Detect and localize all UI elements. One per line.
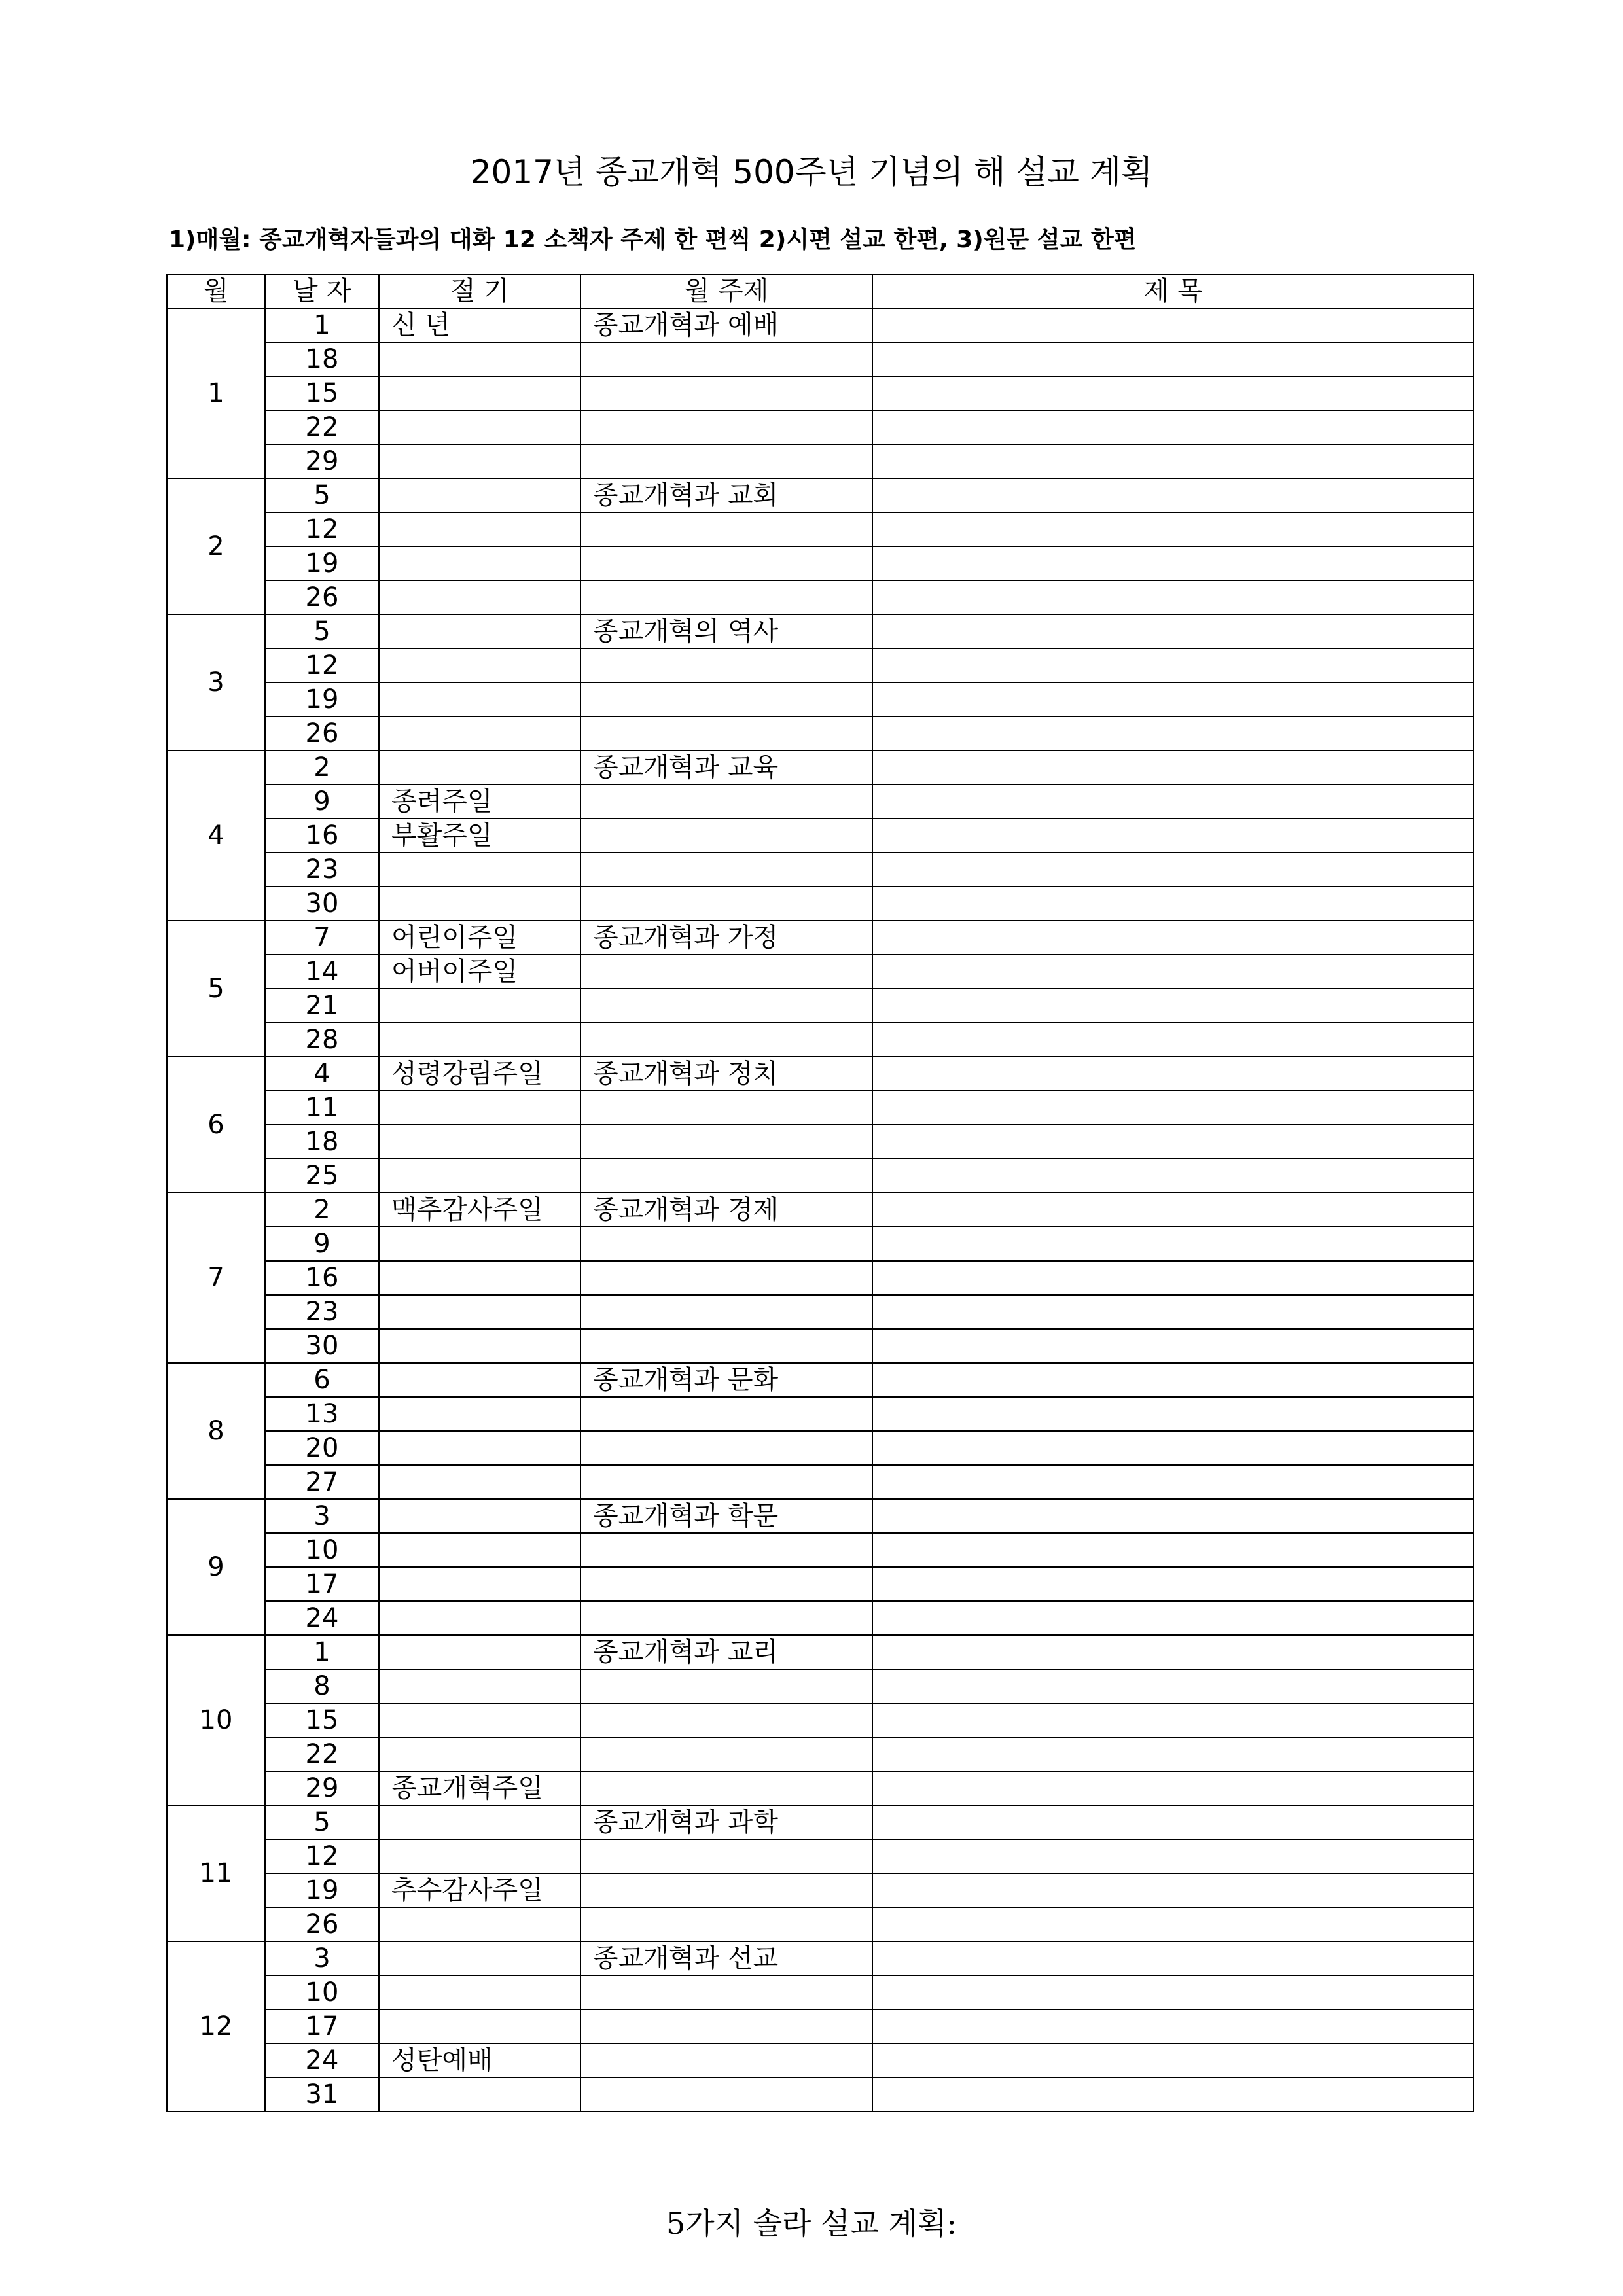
theme-cell (580, 989, 872, 1023)
season-cell (379, 1465, 580, 1499)
sermon-title-cell (872, 648, 1474, 682)
sermon-title-cell (872, 376, 1474, 410)
sermon-title-cell (872, 1839, 1474, 1873)
month-cell: 8 (167, 1363, 265, 1499)
sermon-title-cell (872, 1975, 1474, 2009)
season-cell (379, 2009, 580, 2043)
month-cell: 5 (167, 921, 265, 1057)
sermon-title-cell (872, 1805, 1474, 1839)
season-cell (379, 342, 580, 376)
date-cell: 10 (265, 1533, 379, 1567)
table-row (167, 1193, 1474, 1227)
theme-cell: 종교개혁과 문화 (580, 1363, 872, 1397)
date-cell: 17 (265, 2009, 379, 2043)
month-cell: 7 (167, 1193, 265, 1363)
theme-cell (580, 1533, 872, 1567)
season-cell: 신 년 (379, 308, 580, 342)
date-cell: 24 (265, 1601, 379, 1635)
header-month: 월 (167, 274, 265, 308)
date-cell: 19 (265, 546, 379, 580)
theme-cell (580, 342, 872, 376)
sermon-title-cell (872, 1533, 1474, 1567)
theme-cell: 종교개혁의 역사 (580, 614, 872, 648)
sermon-title-cell (872, 308, 1474, 342)
season-cell (379, 410, 580, 444)
sermon-title-cell (872, 1159, 1474, 1193)
date-cell: 5 (265, 478, 379, 512)
date-cell: 10 (265, 1975, 379, 2009)
table-header-row (167, 274, 1474, 308)
sermon-title-cell (872, 512, 1474, 546)
theme-cell: 종교개혁과 선교 (580, 1941, 872, 1975)
date-cell: 19 (265, 682, 379, 716)
theme-cell (580, 819, 872, 853)
date-cell: 30 (265, 1329, 379, 1363)
date-cell: 6 (265, 1363, 379, 1397)
date-cell: 15 (265, 376, 379, 410)
table-row (167, 853, 1474, 887)
table-row (167, 1601, 1474, 1635)
sermon-title-cell (872, 1227, 1474, 1261)
sermon-title-cell (872, 444, 1474, 478)
sermon-title-cell (872, 819, 1474, 853)
season-cell: 추수감사주일 (379, 1873, 580, 1907)
table-row (167, 1057, 1474, 1091)
date-cell: 23 (265, 853, 379, 887)
plan-description: 1)매월: 종교개혁자들과의 대화 12 소책자 주제 한 편씩 2)시편 설교 한편, 3)원문 설교 한편 (169, 226, 1137, 253)
date-cell: 16 (265, 819, 379, 853)
table-row (167, 1975, 1474, 2009)
season-cell (379, 1703, 580, 1737)
date-cell: 23 (265, 1295, 379, 1329)
theme-cell (580, 2009, 872, 2043)
sermon-title-cell (872, 1261, 1474, 1295)
theme-cell: 종교개혁과 정치 (580, 1057, 872, 1091)
solas-plan-heading: 5가지 솔라 설교 계획: (666, 2206, 957, 2241)
theme-cell: 종교개혁과 예배 (580, 308, 872, 342)
season-cell (379, 1023, 580, 1057)
theme-cell (580, 1227, 872, 1261)
table-row (167, 1227, 1474, 1261)
season-cell (379, 478, 580, 512)
season-cell (379, 716, 580, 751)
season-cell (379, 1295, 580, 1329)
table-row (167, 410, 1474, 444)
sermon-title-cell (872, 1499, 1474, 1533)
season-cell (379, 1601, 580, 1635)
theme-cell: 종교개혁과 가정 (580, 921, 872, 955)
theme-cell: 종교개혁과 경제 (580, 1193, 872, 1227)
theme-cell: 종교개혁과 교회 (580, 478, 872, 512)
theme-cell (580, 1465, 872, 1499)
table-row (167, 1125, 1474, 1159)
date-cell: 26 (265, 1907, 379, 1941)
theme-cell (580, 682, 872, 716)
date-cell: 24 (265, 2043, 379, 2077)
sermon-title-cell (872, 1431, 1474, 1465)
date-cell: 3 (265, 1941, 379, 1975)
theme-cell (580, 1091, 872, 1125)
header-season: 절 기 (379, 274, 580, 308)
table-row (167, 955, 1474, 989)
theme-cell (580, 546, 872, 580)
sermon-title-cell (872, 1091, 1474, 1125)
season-cell: 맥추감사주일 (379, 1193, 580, 1227)
table-row (167, 1567, 1474, 1601)
sermon-title-cell (872, 1125, 1474, 1159)
page-title: 2017년 종교개혁 500주년 기념의 해 설교 계획 (470, 153, 1153, 191)
theme-cell (580, 1397, 872, 1431)
date-cell: 2 (265, 1193, 379, 1227)
season-cell: 성탄예배 (379, 2043, 580, 2077)
month-cell: 6 (167, 1057, 265, 1193)
season-cell (379, 1091, 580, 1125)
month-cell: 11 (167, 1805, 265, 1941)
table-row (167, 1499, 1474, 1533)
theme-cell (580, 887, 872, 921)
season-cell: 성령강림주일 (379, 1057, 580, 1091)
sermon-title-cell (872, 1907, 1474, 1941)
date-cell: 26 (265, 716, 379, 751)
sermon-title-cell (872, 1635, 1474, 1669)
theme-cell (580, 648, 872, 682)
season-cell (379, 682, 580, 716)
sermon-title-cell (872, 1329, 1474, 1363)
season-cell (379, 444, 580, 478)
table-row (167, 1023, 1474, 1057)
season-cell (379, 1533, 580, 1567)
season-cell (379, 1363, 580, 1397)
theme-cell (580, 1873, 872, 1907)
date-cell: 22 (265, 410, 379, 444)
date-cell: 19 (265, 1873, 379, 1907)
date-cell: 1 (265, 308, 379, 342)
table-row (167, 478, 1474, 512)
table-row (167, 512, 1474, 546)
date-cell: 18 (265, 342, 379, 376)
theme-cell (580, 580, 872, 614)
sermon-title-cell (872, 989, 1474, 1023)
sermon-title-cell (872, 478, 1474, 512)
sermon-title-cell (872, 1703, 1474, 1737)
theme-cell: 종교개혁과 교육 (580, 751, 872, 785)
season-cell (379, 376, 580, 410)
theme-cell (580, 1703, 872, 1737)
date-cell: 5 (265, 614, 379, 648)
season-cell (379, 853, 580, 887)
date-cell: 16 (265, 1261, 379, 1295)
theme-cell (580, 1567, 872, 1601)
season-cell (379, 1907, 580, 1941)
season-cell (379, 512, 580, 546)
table-row (167, 1363, 1474, 1397)
table-row (167, 1397, 1474, 1431)
sermon-title-cell (872, 1023, 1474, 1057)
sermon-title-cell (872, 342, 1474, 376)
month-cell: 10 (167, 1635, 265, 1805)
table-row (167, 751, 1474, 785)
table-row (167, 376, 1474, 410)
table-row (167, 580, 1474, 614)
season-cell: 어린이주일 (379, 921, 580, 955)
season-cell (379, 580, 580, 614)
table-row (167, 1873, 1474, 1907)
sermon-title-cell (872, 955, 1474, 989)
sermon-title-cell (872, 682, 1474, 716)
theme-cell (580, 512, 872, 546)
sermon-title-cell (872, 1295, 1474, 1329)
date-cell: 8 (265, 1669, 379, 1703)
date-cell: 28 (265, 1023, 379, 1057)
month-cell: 2 (167, 478, 265, 614)
theme-cell (580, 955, 872, 989)
table-row (167, 921, 1474, 955)
date-cell: 31 (265, 2077, 379, 2111)
header-date: 날 자 (265, 274, 379, 308)
table-row (167, 1091, 1474, 1125)
sermon-title-cell (872, 1567, 1474, 1601)
theme-cell (580, 853, 872, 887)
sermon-plan-table (166, 274, 1474, 2112)
table-row (167, 1261, 1474, 1295)
season-cell (379, 1941, 580, 1975)
sermon-title-cell (872, 410, 1474, 444)
theme-cell (580, 376, 872, 410)
season-cell (379, 1975, 580, 2009)
season-cell (379, 1329, 580, 1363)
season-cell (379, 1737, 580, 1771)
season-cell: 종려주일 (379, 785, 580, 819)
table-row (167, 2043, 1474, 2077)
table-row (167, 682, 1474, 716)
table-row (167, 1805, 1474, 1839)
season-cell (379, 2077, 580, 2111)
sermon-title-cell (872, 887, 1474, 921)
table-row (167, 716, 1474, 751)
season-cell (379, 1567, 580, 1601)
theme-cell (580, 2043, 872, 2077)
table-row (167, 444, 1474, 478)
sermon-title-cell (872, 580, 1474, 614)
month-cell: 1 (167, 308, 265, 478)
table-row (167, 1703, 1474, 1737)
theme-cell (580, 1159, 872, 1193)
date-cell: 20 (265, 1431, 379, 1465)
table-body (167, 308, 1474, 2111)
date-cell: 4 (265, 1057, 379, 1091)
date-cell: 29 (265, 444, 379, 478)
theme-cell (580, 410, 872, 444)
sermon-title-cell (872, 921, 1474, 955)
date-cell: 26 (265, 580, 379, 614)
theme-cell (580, 1023, 872, 1057)
sermon-title-cell (872, 1669, 1474, 1703)
season-cell (379, 751, 580, 785)
table-row (167, 1941, 1474, 1975)
theme-cell (580, 716, 872, 751)
date-cell: 30 (265, 887, 379, 921)
season-cell (379, 1159, 580, 1193)
theme-cell: 종교개혁과 과학 (580, 1805, 872, 1839)
table-row (167, 614, 1474, 648)
date-cell: 27 (265, 1465, 379, 1499)
sermon-title-cell (872, 1771, 1474, 1805)
sermon-title-cell (872, 751, 1474, 785)
date-cell: 15 (265, 1703, 379, 1737)
table-row (167, 648, 1474, 682)
header-title: 제 목 (872, 274, 1474, 308)
theme-cell (580, 1907, 872, 1941)
season-cell: 종교개혁주일 (379, 1771, 580, 1805)
table-row (167, 546, 1474, 580)
month-cell: 12 (167, 1941, 265, 2111)
table-row (167, 887, 1474, 921)
season-cell (379, 614, 580, 648)
sermon-title-cell (872, 614, 1474, 648)
date-cell: 12 (265, 1839, 379, 1873)
theme-cell (580, 444, 872, 478)
theme-cell (580, 1601, 872, 1635)
date-cell: 5 (265, 1805, 379, 1839)
sermon-title-cell (872, 2009, 1474, 2043)
season-cell (379, 989, 580, 1023)
date-cell: 9 (265, 785, 379, 819)
theme-cell (580, 785, 872, 819)
table-row (167, 1907, 1474, 1941)
table-row (167, 1669, 1474, 1703)
sermon-title-cell (872, 2043, 1474, 2077)
sermon-title-cell (872, 1057, 1474, 1091)
table-row (167, 1329, 1474, 1363)
date-cell: 1 (265, 1635, 379, 1669)
season-cell (379, 1499, 580, 1533)
sermon-title-cell (872, 716, 1474, 751)
table-row (167, 1159, 1474, 1193)
season-cell (379, 648, 580, 682)
sermon-title-cell (872, 546, 1474, 580)
date-cell: 11 (265, 1091, 379, 1125)
sermon-title-cell (872, 1193, 1474, 1227)
sermon-title-cell (872, 785, 1474, 819)
table-row (167, 1737, 1474, 1771)
sermon-title-cell (872, 1397, 1474, 1431)
season-cell (379, 1635, 580, 1669)
season-cell (379, 1431, 580, 1465)
table-row (167, 2009, 1474, 2043)
theme-cell (580, 1975, 872, 2009)
theme-cell (580, 1329, 872, 1363)
theme-cell (580, 1771, 872, 1805)
season-cell (379, 1839, 580, 1873)
season-cell (379, 1227, 580, 1261)
date-cell: 14 (265, 955, 379, 989)
theme-cell (580, 1669, 872, 1703)
date-cell: 22 (265, 1737, 379, 1771)
month-cell: 4 (167, 751, 265, 921)
month-cell: 9 (167, 1499, 265, 1635)
date-cell: 18 (265, 1125, 379, 1159)
season-cell (379, 1261, 580, 1295)
date-cell: 3 (265, 1499, 379, 1533)
table-row (167, 342, 1474, 376)
date-cell: 29 (265, 1771, 379, 1805)
date-cell: 12 (265, 648, 379, 682)
theme-cell: 종교개혁과 학문 (580, 1499, 872, 1533)
theme-cell (580, 2077, 872, 2111)
table-row (167, 1533, 1474, 1567)
season-cell (379, 1669, 580, 1703)
sermon-title-cell (872, 1737, 1474, 1771)
sermon-title-cell (872, 1465, 1474, 1499)
sermon-title-cell (872, 1941, 1474, 1975)
date-cell: 7 (265, 921, 379, 955)
theme-cell (580, 1261, 872, 1295)
table-row (167, 2077, 1474, 2111)
date-cell: 17 (265, 1567, 379, 1601)
table-row (167, 785, 1474, 819)
table-row (167, 1465, 1474, 1499)
sermon-title-cell (872, 1601, 1474, 1635)
date-cell: 12 (265, 512, 379, 546)
theme-cell (580, 1737, 872, 1771)
theme-cell: 종교개혁과 교리 (580, 1635, 872, 1669)
date-cell: 21 (265, 989, 379, 1023)
theme-cell (580, 1125, 872, 1159)
sermon-title-cell (872, 853, 1474, 887)
season-cell: 어버이주일 (379, 955, 580, 989)
theme-cell (580, 1839, 872, 1873)
season-cell (379, 1125, 580, 1159)
table-row (167, 819, 1474, 853)
table-row (167, 1839, 1474, 1873)
theme-cell (580, 1431, 872, 1465)
date-cell: 13 (265, 1397, 379, 1431)
season-cell (379, 1397, 580, 1431)
month-cell: 3 (167, 614, 265, 751)
table-row (167, 1635, 1474, 1669)
theme-cell (580, 1295, 872, 1329)
season-cell (379, 1805, 580, 1839)
header-theme: 월 주제 (580, 274, 872, 308)
date-cell: 2 (265, 751, 379, 785)
season-cell (379, 546, 580, 580)
table-row (167, 1295, 1474, 1329)
season-cell: 부활주일 (379, 819, 580, 853)
table-row (167, 1771, 1474, 1805)
sermon-title-cell (872, 1873, 1474, 1907)
table-row (167, 308, 1474, 342)
table-row (167, 1431, 1474, 1465)
sermon-title-cell (872, 2077, 1474, 2111)
table-row (167, 989, 1474, 1023)
date-cell: 25 (265, 1159, 379, 1193)
season-cell (379, 887, 580, 921)
sermon-title-cell (872, 1363, 1474, 1397)
date-cell: 9 (265, 1227, 379, 1261)
